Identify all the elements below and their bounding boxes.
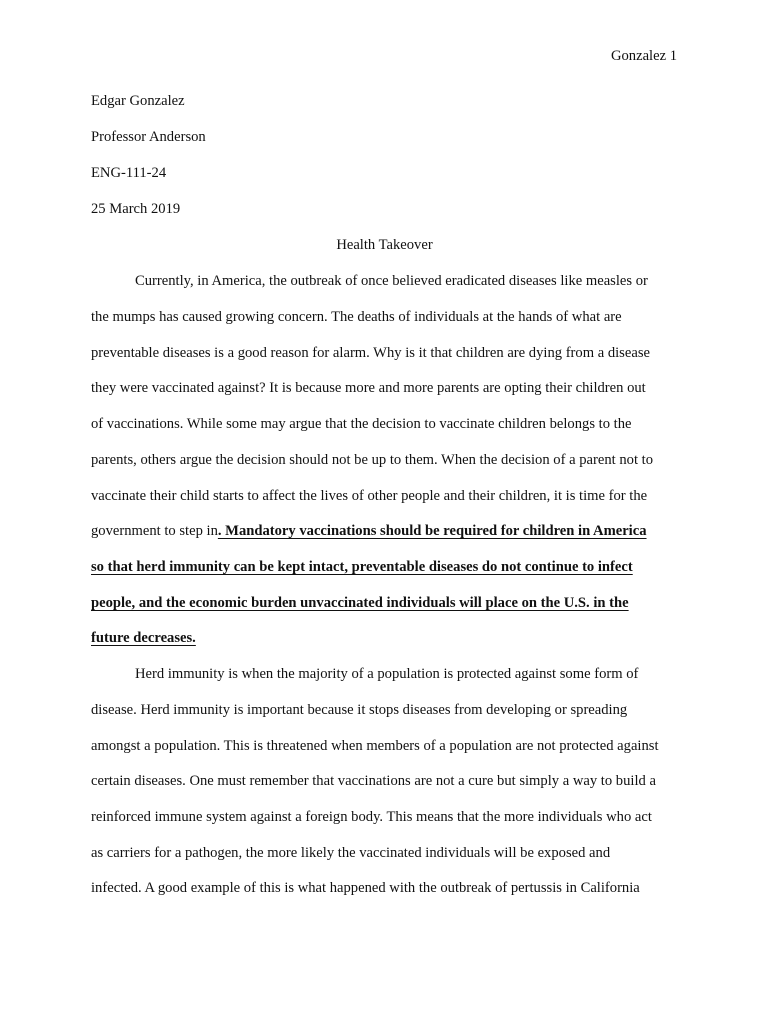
thesis-line: future decreases. (91, 630, 196, 646)
thesis-statement: . Mandatory vaccinations should be required for children in America (217, 523, 647, 539)
thesis-line: so that herd immunity can be kept intact, preventable diseases do not continue to infect (91, 559, 633, 575)
text-line: they were vaccinated against? It is because more and more parents are opting their children out (91, 380, 646, 396)
professor-name: Professor Anderson (91, 129, 206, 145)
text-line: as carriers for a pathogen, the more likely the vaccinated individuals will be exposed and (91, 845, 611, 861)
text-line: parents, others argue the decision should not be up to them. When the decision of a parent not to (91, 452, 653, 468)
text-line: infected. A good example of this is what happened with the outbreak of pertussis in California (91, 880, 640, 896)
text-line: amongst a population. This is threatened when members of a population are not protected against (91, 738, 659, 754)
text-line: vaccinate their child starts to affect the lives of other people and their children, it is time for the (91, 488, 648, 504)
text-line: the mumps has caused growing concern. The deaths of individuals at the hands of what are (91, 309, 622, 325)
text-line: reinforced immune system against a foreign body. This means that the more individuals who act (91, 809, 652, 825)
text-line: disease. Herd immunity is important because it stops diseases from developing or spreading (91, 702, 628, 718)
text-line (91, 522, 691, 540)
text-line: of vaccinations. While some may argue that the decision to vaccinate children belongs to the (91, 416, 632, 432)
essay-title: Health Takeover (336, 237, 433, 253)
course-code: ENG-111-24 (91, 165, 167, 181)
author-name: Edgar Gonzalez (91, 93, 185, 109)
text-line: Herd immunity is when the majority of a population is protected against some form of (135, 666, 639, 682)
text-line: preventable diseases is a good reason for alarm. Why is it that children are dying from a disease (91, 345, 650, 361)
text-line: certain diseases. One must remember that vaccinations are not a cure but simply a way to build a (91, 773, 656, 789)
text-line: Currently, in America, the outbreak of once believed eradicated diseases like measles or (135, 273, 648, 289)
text-segment: government to step in (91, 523, 218, 539)
heading-block (91, 92, 681, 236)
essay-date: 25 March 2019 (91, 201, 181, 217)
thesis-line: people, and the economic burden unvaccinated individuals will place on the U.S. in the (91, 595, 629, 611)
running-head: Gonzalez 1 (610, 48, 677, 64)
